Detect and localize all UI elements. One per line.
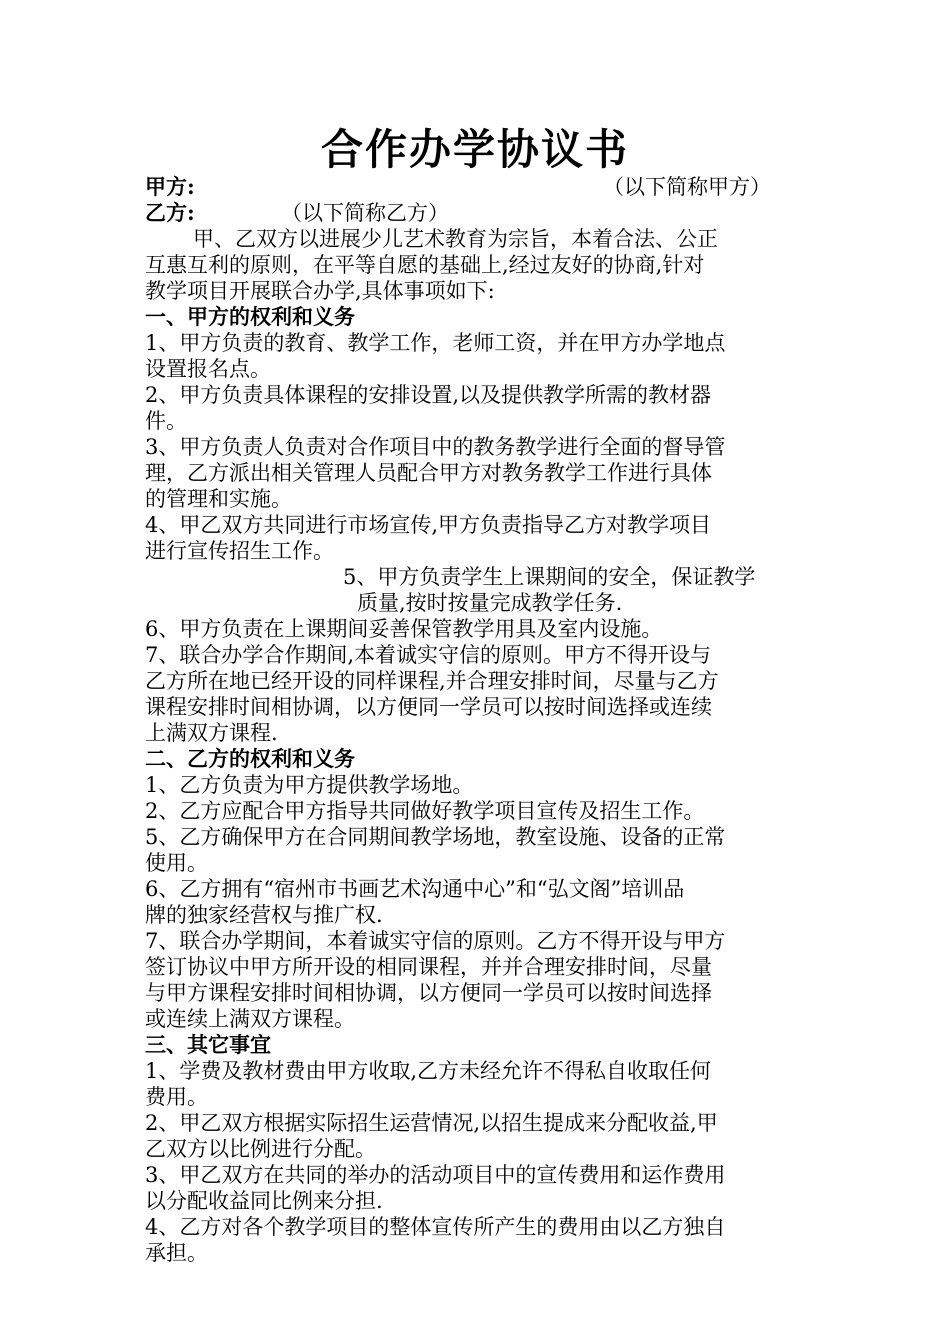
section1-line: 1、甲方负责的教育、教学工作，老师工资，并在甲方办学地点 [145, 331, 726, 355]
section1-line: 的管理和实施。 [145, 487, 292, 511]
section1-line: 进行宣传招生工作。 [145, 539, 334, 563]
section3-line: 承担。 [145, 1241, 208, 1265]
intro-line: 甲、乙双方以进展少儿艺术教育为宗旨，本着合法、公正 [193, 227, 718, 251]
document-title: 合作办学协议书 [320, 125, 629, 174]
section2-line: 1、乙方负责为甲方提供教学场地。 [145, 773, 474, 797]
section3-line: 2、甲乙双方根据实际招生运营情况,以招生提成来分配收益,甲 [145, 1111, 718, 1135]
section1-line: 4、甲乙双方共同进行市场宣传,甲方负责指导乙方对教学项目 [145, 513, 712, 537]
section1-line: 6、甲方负责在上课期间妥善保管教学用具及室内设施。 [145, 617, 663, 641]
intro-paragraph [145, 226, 807, 304]
party-a-label: 甲方: [145, 174, 195, 199]
section2-line: 6、乙方拥有“宿州市书画艺术沟通中心”和“弘文阁”培训品 [145, 877, 685, 901]
document-body [145, 174, 807, 1266]
section1-line: 课程安排时间相协调，以方便同一学员可以按时间选择或连续 [145, 695, 712, 719]
section1-item5-line: 质量,按时按量完成教学任务. [357, 591, 623, 615]
party-a-note: （以下简称甲方） [603, 175, 771, 199]
section3-line: 3、甲乙双方在共同的举办的活动项目中的宣传费用和运作费用 [145, 1163, 726, 1187]
section1-heading: 一、甲方的权利和义务 [145, 304, 355, 329]
section2-line: 牌的独家经营权与推广权. [145, 903, 383, 927]
section1-item5-line: 5、甲方负责学生上课期间的安全，保证教学 [343, 565, 756, 589]
party-a-row [145, 174, 807, 200]
party-b-label: 乙方: [145, 200, 195, 225]
section1-line: 理，乙方派出相关管理人员配合甲方对教务教学工作进行具体 [145, 461, 712, 485]
section3-line: 1、学费及教材费由甲方收取,乙方未经允许不得私自收取任何 [145, 1059, 712, 1083]
section3-line: 以分配收益同比例来分担. [145, 1189, 383, 1213]
section2-line: 2、乙方应配合甲方指导共同做好教学项目宣传及招生工作。 [145, 799, 705, 823]
section2-line: 与甲方课程安排时间相协调，以方便同一学员可以按时间选择 [145, 981, 712, 1005]
section2-line: 使用。 [145, 851, 208, 875]
section2-heading: 二、乙方的权利和义务 [145, 746, 355, 771]
section1-line: 上满双方课程. [145, 721, 278, 745]
party-b-row [145, 200, 807, 226]
section1-line: 3、甲方负责人负责对合作项目中的教务教学进行全面的督导管 [145, 435, 726, 459]
section1-line: 件。 [145, 409, 187, 433]
section2-line: 5、乙方确保甲方在合同期间教学场地，教室设施、设备的正常 [145, 825, 726, 849]
section1-line: 设置报名点。 [145, 357, 271, 381]
section1-line: 2、甲方负责具体课程的安排设置,以及提供教学所需的教材器 [145, 383, 712, 407]
section1-line: 乙方所在地已经开设的同样课程,并合理安排时间，尽量与乙方 [145, 669, 719, 693]
section3-line: 4、乙方对各个教学项目的整体宣传所产生的费用由以乙方独自 [145, 1215, 726, 1239]
section3-line: 费用。 [145, 1085, 208, 1109]
section1-line: 7、联合办学合作期间,本着诚实守信的原则。甲方不得开设与 [145, 643, 712, 667]
party-b-note: （以下简称乙方） [281, 201, 449, 225]
section3-line: 乙双方以比例进行分配。 [145, 1137, 376, 1161]
section2-line: 或连续上满双方课程。 [145, 1007, 355, 1031]
section3-heading: 三、其它事宜 [145, 1032, 271, 1057]
section2-line: 签订协议中甲方所开设的相同课程，并并合理安排时间，尽量 [145, 955, 712, 979]
section2-line: 7、联合办学期间，本着诚实守信的原则。乙方不得开设与甲方 [145, 929, 726, 953]
intro-line: 互惠互利的原则，在平等自愿的基础上,经过友好的协商,针对 [145, 253, 705, 277]
intro-line: 教学项目开展联合办学,具体事项如下: [145, 279, 495, 303]
